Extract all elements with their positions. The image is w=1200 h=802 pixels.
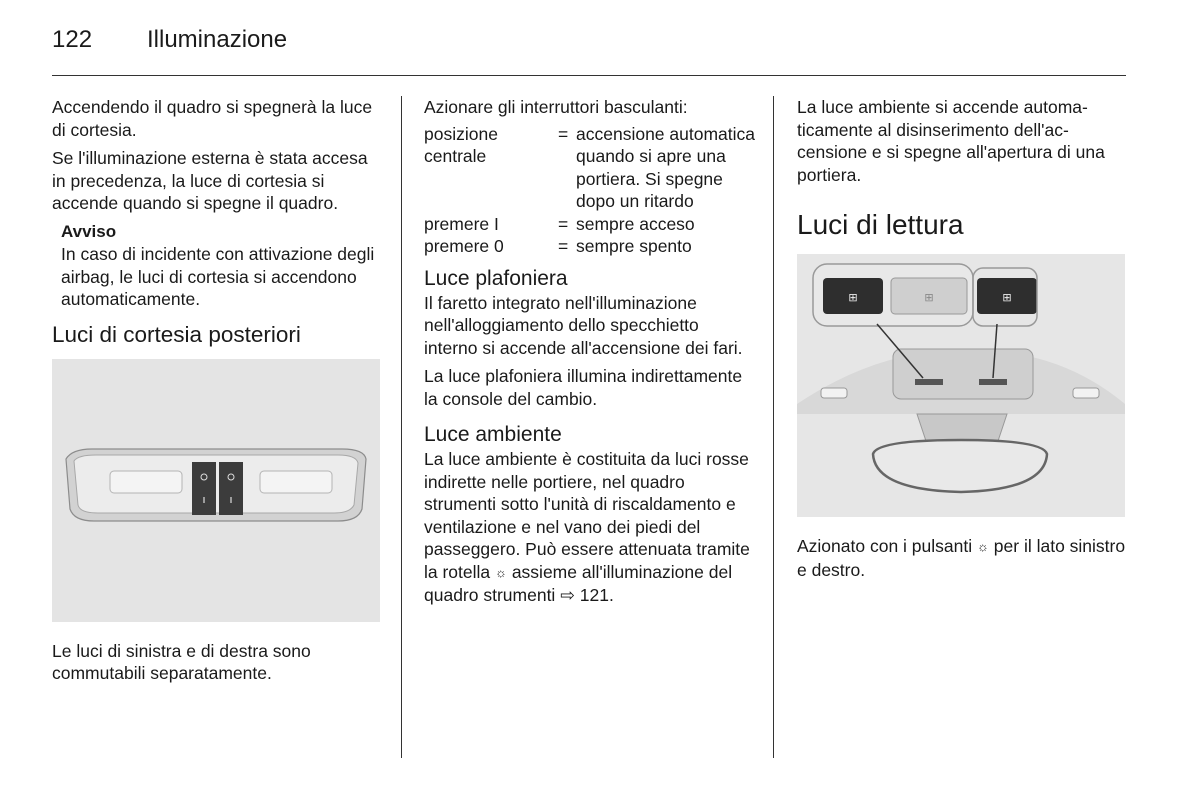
column-1 bbox=[52, 96, 382, 691]
equals-sign: = bbox=[558, 236, 569, 256]
header-rule bbox=[52, 75, 1126, 76]
table-row bbox=[424, 213, 756, 236]
column-2 bbox=[424, 96, 756, 613]
notice-title: Avviso bbox=[61, 221, 117, 241]
paragraph: La luce plafoniera illumina indirettamente la console del cambio. bbox=[424, 366, 743, 409]
reading-light-icon: ☼ bbox=[977, 539, 989, 555]
section-heading: Luce ambiente bbox=[424, 423, 562, 446]
page-reference-icon: ⇨ bbox=[560, 585, 575, 606]
paragraph: Se l'illuminazione esterna è stata accesa in precedenza, la luce di cortesia si accende quando si spegne il quadro. bbox=[52, 148, 368, 213]
caption-text: Azionato con i pulsanti bbox=[797, 536, 973, 556]
paragraph: La luce ambiente si accende automaticamente al disinserimento dell'accensione e si spegne all'apertura di una portiera. bbox=[797, 97, 1105, 185]
figure-caption: Le luci di sinistra e di destra sono commutabili separatamente. bbox=[52, 640, 311, 683]
figure-caption bbox=[797, 535, 1127, 581]
paragraph: Il faretto integrato nell'illuminazione nell'alloggiamento dello specchietto interno si accende all'accensione dei fari. bbox=[424, 292, 743, 358]
equals-sign: = bbox=[558, 213, 569, 234]
switch-value: sempre acceso bbox=[576, 213, 695, 234]
page-reference: 121. bbox=[579, 585, 614, 606]
column-divider-1 bbox=[401, 96, 402, 758]
svg-text:⊞: ⊞ bbox=[1002, 291, 1012, 304]
notice-text: In caso di incidente con attivazione degli airbag, le luci di cortesia si accendono automaticamente. bbox=[61, 244, 375, 309]
chapter-title: Illuminazione bbox=[147, 26, 288, 53]
paragraph: Accendendo il quadro si spegnerà la luce di cortesia. bbox=[52, 97, 373, 140]
paragraph bbox=[424, 448, 756, 607]
section-heading: Luci di lettura bbox=[797, 209, 964, 240]
reading-lights-illustration bbox=[797, 254, 1125, 517]
switch-key: premere 0 bbox=[424, 236, 504, 256]
caption-text-continued: per il lato sinistro e destro. bbox=[797, 536, 1126, 580]
reading-lights-figure bbox=[797, 254, 1125, 517]
svg-text:⊞: ⊞ bbox=[924, 291, 934, 304]
svg-text:⊞: ⊞ bbox=[848, 291, 858, 304]
section-heading: Luci di cortesia posteriori bbox=[52, 321, 301, 347]
ambiente-text-continued: assieme all'illuminazione del quadro strumenti bbox=[424, 561, 733, 606]
switch-value: accensione automatica quando si apre una portiera. Si spegne dopo un ritardo bbox=[576, 123, 755, 211]
table-row bbox=[424, 235, 756, 258]
ambiente-text: La luce ambiente è costituita da luci rosse indirette nelle portiere, nel quadro strumenti sotto l'unità di riscaldamento e ventilazione e nel vano dei piedi del passeggero. Può essere attenuata tramite la rotella bbox=[424, 449, 750, 582]
section-heading: Luce plafoniera bbox=[424, 266, 568, 290]
dimmer-wheel-icon: ☼ bbox=[495, 564, 507, 580]
column-3 bbox=[797, 96, 1127, 587]
notice bbox=[52, 221, 382, 311]
table-row bbox=[424, 123, 756, 213]
equals-sign: = bbox=[558, 123, 569, 144]
page-number: 122 bbox=[52, 26, 93, 53]
switch-value: sempre spento bbox=[576, 236, 692, 256]
switch-key: posizione centrale bbox=[424, 123, 498, 166]
switch-key: premere I bbox=[424, 213, 499, 234]
switch-position-table bbox=[424, 123, 756, 258]
rear-courtesy-light-figure bbox=[52, 359, 380, 622]
rear-courtesy-light-illustration bbox=[52, 359, 380, 622]
paragraph: Azionare gli interruttori basculanti: bbox=[424, 97, 688, 117]
column-divider-2 bbox=[773, 96, 774, 758]
